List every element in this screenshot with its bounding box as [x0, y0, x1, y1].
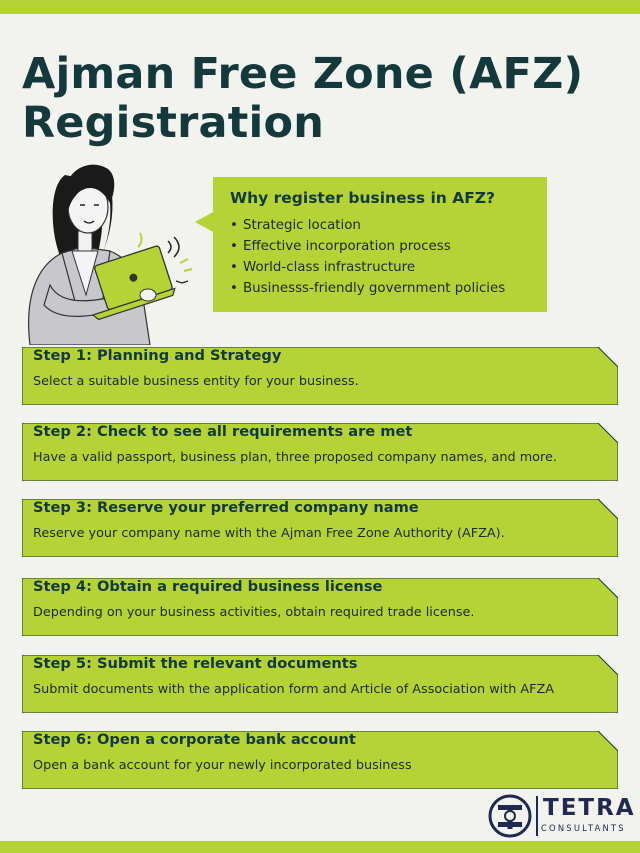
step-1-description: Select a suitable business entity for your business.: [33, 374, 359, 389]
step-3-title: Step 3: Reserve your preferred company name: [33, 499, 419, 516]
top-accent-bar: [0, 0, 640, 14]
why-item: • World-class infrastructure: [230, 257, 531, 278]
step-1-card: [22, 347, 618, 405]
speech-bubble-tail: [195, 212, 213, 232]
step-5-description: Submit documents with the application form and Article of Association with AFZA: [33, 682, 555, 697]
step-2-title: Step 2: Check to see all requirements are met: [33, 423, 413, 440]
step-4-title: Step 4: Obtain a required business license: [33, 578, 383, 595]
step-4-description: Depending on your business activities, obtain required trade license.: [33, 605, 475, 620]
why-register-box: [213, 177, 547, 312]
bottom-accent-bar: [0, 841, 640, 853]
logo-name: TETRA: [543, 795, 636, 821]
page-title-line-1: Ajman Free Zone (AFZ): [22, 49, 584, 99]
step-6-card: [22, 731, 618, 789]
why-register-list: [230, 215, 531, 299]
page-title: [22, 50, 583, 148]
step-4-card: [22, 578, 618, 636]
step-3-card: [22, 499, 618, 557]
step-6-description: Open a bank account for your newly incorporated business: [33, 758, 412, 773]
logo-subtitle: CONSULTANTS: [541, 823, 626, 833]
step-1-title: Step 1: Planning and Strategy: [33, 347, 282, 364]
logo-divider: [536, 796, 538, 836]
why-item: • Businesss-friendly government policies: [230, 278, 531, 299]
step-5-card: [22, 655, 618, 713]
step-2-description: Have a valid passport, business plan, three proposed company names, and more.: [33, 450, 557, 465]
step-2-card: [22, 423, 618, 481]
why-item: • Effective incorporation process: [230, 236, 531, 257]
woman-with-laptop-illustration: [10, 155, 210, 345]
step-5-title: Step 5: Submit the relevant documents: [33, 655, 358, 672]
page-title-line-2: Registration: [22, 98, 325, 148]
step-6-title: Step 6: Open a corporate bank account: [33, 731, 356, 748]
tetra-logo-icon: [487, 793, 533, 839]
why-item: • Strategic location: [230, 215, 531, 236]
step-3-description: Reserve your company name with the Ajman Free Zone Authority (AFZA).: [33, 526, 505, 541]
why-register-title: Why register business in AFZ?: [230, 189, 496, 207]
